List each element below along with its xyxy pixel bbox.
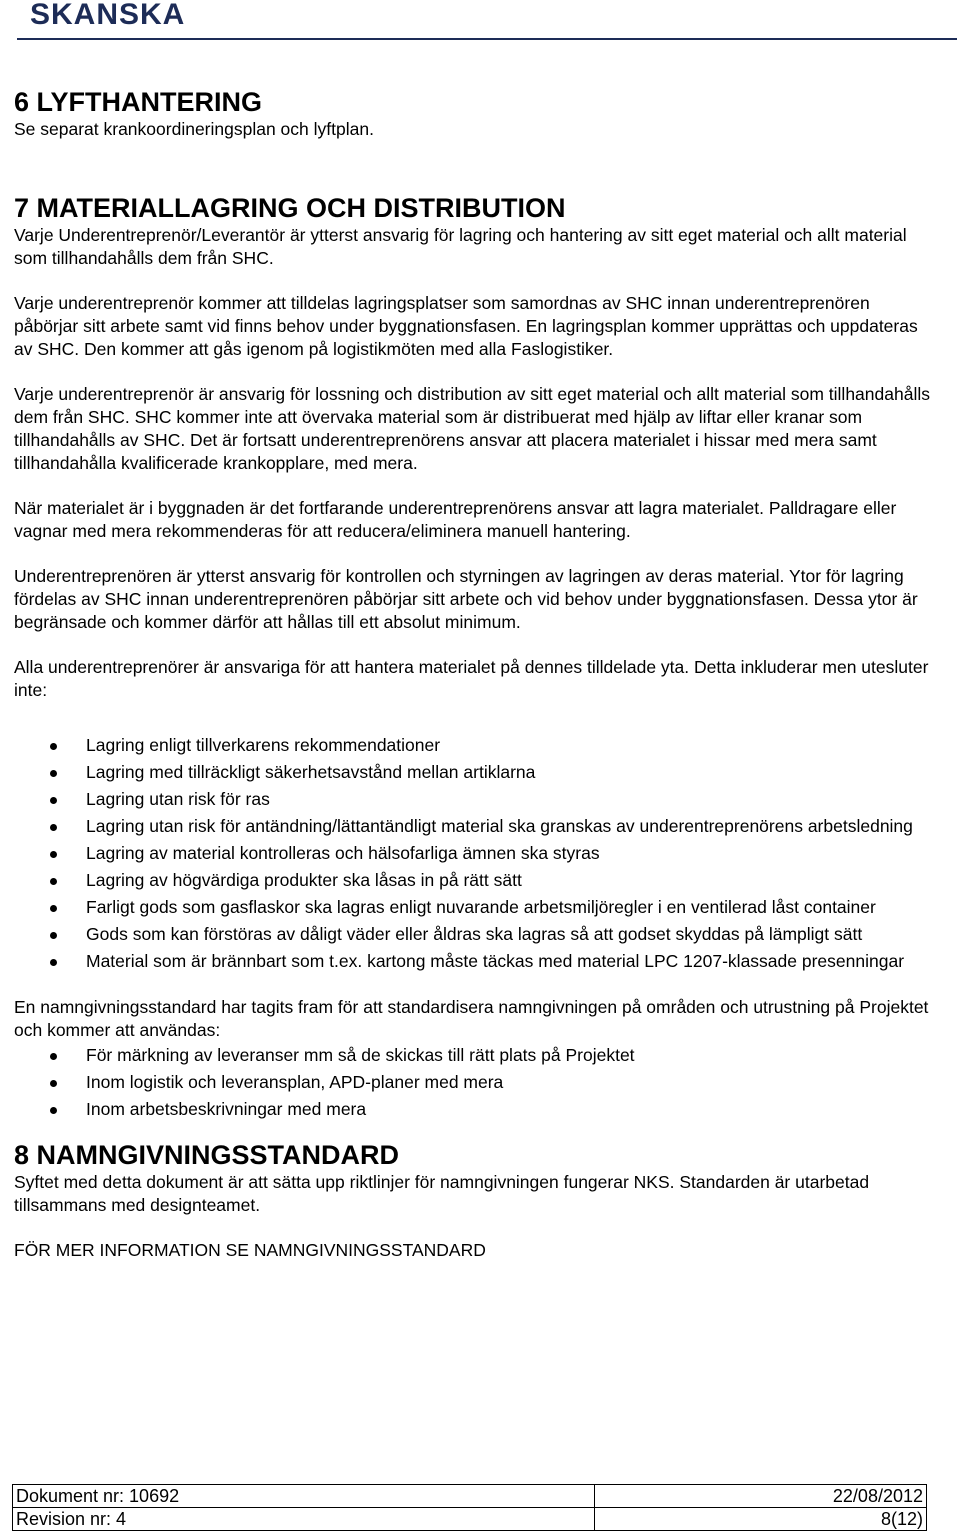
bullet-icon	[50, 1053, 57, 1060]
section-6-heading: 6 LYFTHANTERING	[14, 87, 263, 117]
bullet-icon	[50, 932, 57, 939]
document-footer	[12, 1484, 927, 1531]
section-7-paragraph-1: Varje Underentreprenör/Leverantör är ytterst ansvarig för lagring och hantering av sitt eget material och allt material som tillhandahålls dem från SHC.	[14, 225, 907, 268]
bullet-icon	[50, 797, 57, 804]
header-rule	[17, 38, 957, 40]
section-7-paragraph-5: Underentreprenören är ytterst ansvarig för kontrollen och styrningen av lagringen av deras material. Ytor för lagring fördelas av SHC innan underentreprenören påbörjar sitt arbete och vid behov under byggnationsfasen. Dessa ytor är begränsade och kommer därför att hållas till ett absolut minimum.	[14, 566, 918, 632]
list-item: Material som är brännbart som t.ex. kartong måste täckas med material LPC 1207-klassade presenningar	[14, 948, 934, 975]
section-7-paragraph-3: Varje underentreprenör är ansvarig för lossning och distribution av sitt eget material och allt material som tillhandahålls dem från SHC. SHC kommer inte att övervaka material som är distribuerat med hjälp av liftar eller kranar som tillhandahålls av SHC. Det är fortsatt underentreprenörens ansvar att placera materialet i hissar med mera samt tillhandahålla kvalificerade krankopplare, med mera.	[14, 384, 930, 473]
list-item: Inom arbetsbeskrivningar med mera	[14, 1096, 934, 1123]
list-item: Gods som kan förstöras av dåligt väder eller åldras ska lagras så att godset skyddas på lämpligt sätt	[14, 921, 934, 948]
revision-number: Revision nr: 4	[13, 1508, 595, 1531]
section-6-paragraph: Se separat krankoordineringsplan och lyftplan.	[14, 119, 374, 139]
page-number: 8(12)	[594, 1508, 926, 1531]
section-7-paragraph-7: En namngivningsstandard har tagits fram för att standardisera namngivningen på områden och utrustning på Projektet och kommer att användas:	[14, 997, 929, 1040]
bullet-icon	[50, 959, 57, 966]
bullet-icon	[50, 851, 57, 858]
bullet-icon	[50, 878, 57, 885]
bullet-icon	[50, 1080, 57, 1087]
document-date: 22/08/2012	[594, 1485, 926, 1508]
document-number: Dokument nr: 10692	[13, 1485, 595, 1508]
bullet-icon	[50, 743, 57, 750]
section-7-paragraph-4: När materialet är i byggnaden är det fortfarande underentreprenörens ansvar att lagra materialet. Palldragare eller vagnar med mera rekommenderas för att reducera/eliminera manuell hantering.	[14, 498, 897, 541]
list-item: Lagring utan risk för ras	[14, 786, 934, 813]
section-7-paragraph-2: Varje underentreprenör kommer att tilldelas lagringsplatser som samordnas av SHC innan underentreprenören påbörjar sitt arbete samt vid finns behov under byggnationsfasen. En lagringsplan kommer upprättas och uppdateras av SHC. Den kommer att gås igenom på logistikmöten med alla Faslogistiker.	[14, 293, 918, 359]
naming-usage-list	[14, 1042, 934, 1123]
section-8-paragraph-2: FÖR MER INFORMATION SE NAMNGIVNINGSSTANDARD	[14, 1240, 486, 1260]
document-body	[14, 86, 934, 1262]
bullet-icon	[50, 905, 57, 912]
list-item: Lagring utan risk för antändning/lättantändligt material ska granskas av underentreprenörens arbetsledning	[14, 813, 934, 840]
section-7-paragraph-6: Alla underentreprenörer är ansvariga för att hantera materialet på dennes tilldelade yta. Detta inkluderar men utesluter inte:	[14, 657, 929, 700]
list-item: Lagring enligt tillverkarens rekommendationer	[14, 732, 934, 759]
list-item: För märkning av leveranser mm så de skickas till rätt plats på Projektet	[14, 1042, 934, 1069]
list-item: Inom logistik och leveransplan, APD-planer med mera	[14, 1069, 934, 1096]
bullet-icon	[50, 824, 57, 831]
bullet-icon	[50, 770, 57, 777]
skanska-logo: SKANSKA	[30, 0, 186, 31]
list-item: Lagring av material kontrolleras och hälsofarliga ämnen ska styras	[14, 840, 934, 867]
bullet-icon	[50, 1107, 57, 1114]
section-8-paragraph-1: Syftet med detta dokument är att sätta upp riktlinjer för namngivningen fungerar NKS. Standarden är utarbetad tillsammans med designteamet.	[14, 1172, 870, 1215]
section-7-heading: 7 MATERIALLAGRING OCH DISTRIBUTION	[14, 193, 566, 223]
list-item: Lagring av högvärdiga produkter ska låsas in på rätt sätt	[14, 867, 934, 894]
list-item: Farligt gods som gasflaskor ska lagras enligt nuvarande arbetsmiljöregler i en ventilerad låst container	[14, 894, 934, 921]
section-8-heading: 8 NAMNGIVNINGSSTANDARD	[14, 1140, 400, 1170]
storage-requirements-list	[14, 732, 934, 975]
list-item: Lagring med tillräckligt säkerhetsavstånd mellan artiklarna	[14, 759, 934, 786]
